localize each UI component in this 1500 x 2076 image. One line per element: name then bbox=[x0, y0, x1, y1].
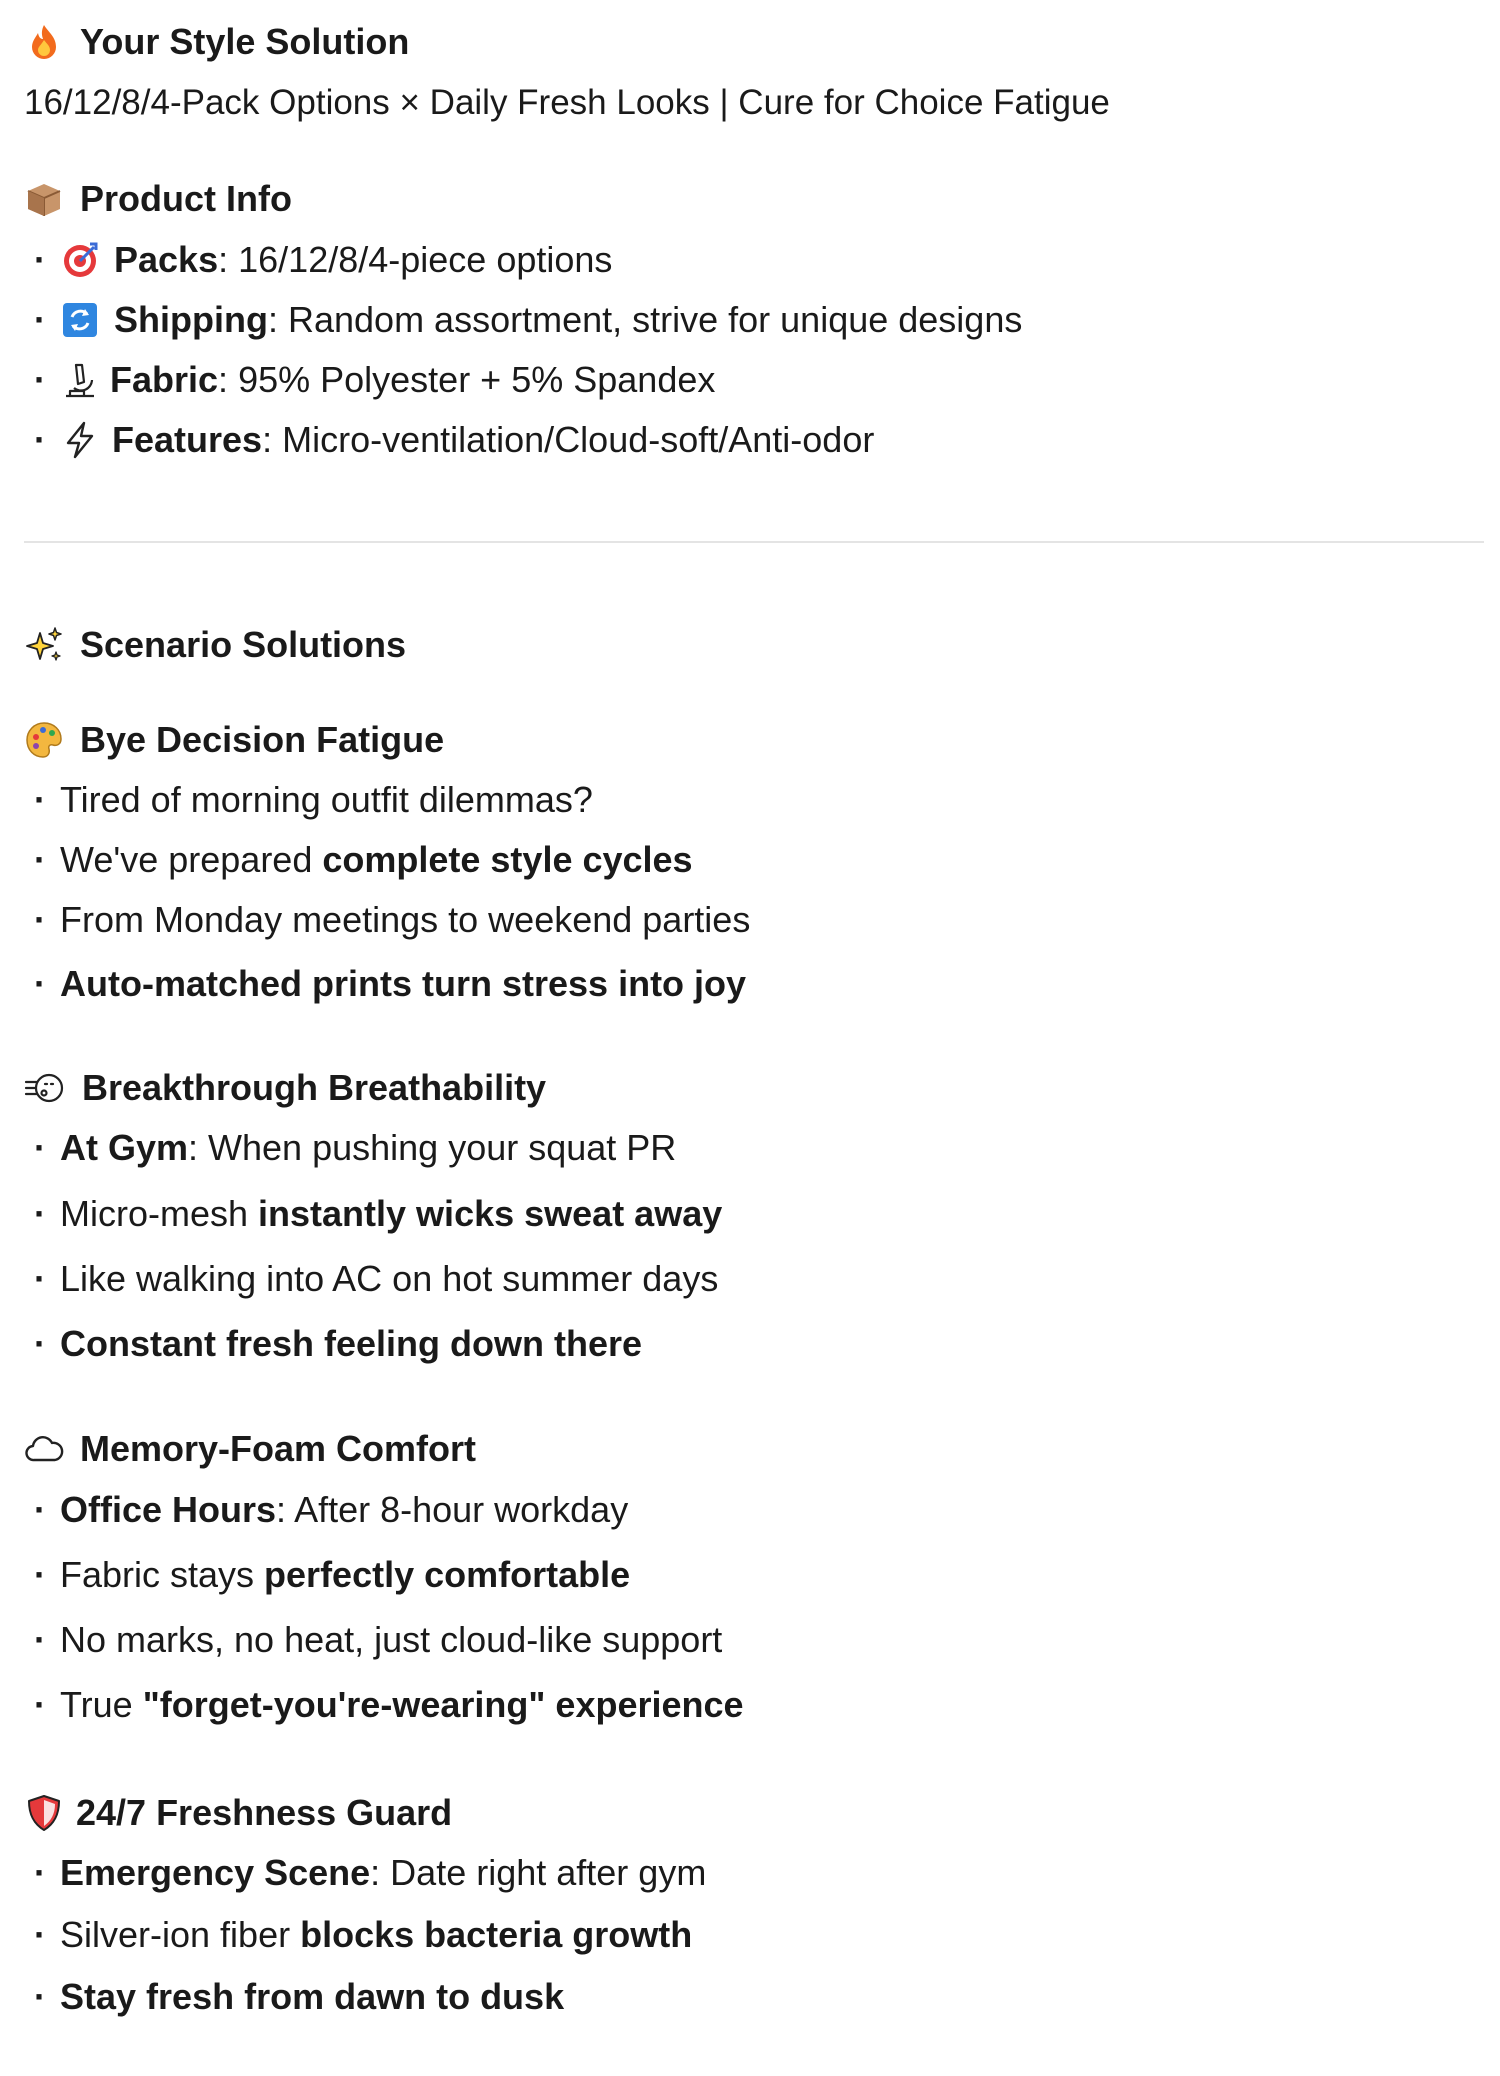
breath-item-1-label: At Gym bbox=[60, 1127, 189, 1168]
breath-item-3 bbox=[34, 1258, 719, 1299]
style-solution-heading bbox=[24, 22, 409, 62]
bullet: · bbox=[34, 779, 46, 820]
style-solution-subtitle: 16/12/8/4-Pack Options × Daily Fresh Looks | Cure for Choice Fatigue bbox=[24, 83, 1110, 122]
comfort-item-4-emphasis: "forget-you're-wearing" experience bbox=[142, 1684, 744, 1725]
bullet: · bbox=[34, 239, 46, 280]
breath-item-1 bbox=[34, 1127, 677, 1168]
style-solution-title: Your Style Solution bbox=[80, 21, 410, 62]
bullet: · bbox=[34, 1914, 46, 1955]
refresh-icon bbox=[60, 300, 100, 340]
comfort-heading bbox=[24, 1429, 476, 1469]
freshness-guard-title: 24/7 Freshness Guard bbox=[76, 1792, 453, 1833]
fire-icon bbox=[24, 22, 64, 62]
decision-item-3 bbox=[34, 899, 751, 940]
comfort-item-4-text: True bbox=[60, 1684, 143, 1725]
decision-item-4-text: Auto-matched prints turn stress into joy bbox=[60, 963, 747, 1004]
bullet: · bbox=[34, 1127, 46, 1168]
comfort-item-1-text: : After 8-hour workday bbox=[276, 1489, 629, 1530]
bullet: · bbox=[34, 1976, 46, 2017]
packs-sep: : bbox=[218, 239, 229, 280]
scenario-solutions-title: Scenario Solutions bbox=[80, 624, 407, 665]
product-info-heading bbox=[24, 179, 292, 219]
bullet: · bbox=[34, 1852, 46, 1893]
lightning-icon bbox=[60, 420, 100, 460]
decision-item-2 bbox=[34, 839, 693, 880]
bullet: · bbox=[34, 1619, 46, 1660]
product-info-item-shipping bbox=[34, 300, 1022, 340]
fresh-item-1-text: : Date right after gym bbox=[370, 1852, 707, 1893]
breath-item-1-text: : When pushing your squat PR bbox=[188, 1127, 677, 1168]
product-info-title: Product Info bbox=[80, 178, 292, 219]
product-info-item-fabric bbox=[34, 360, 715, 400]
shipping-label: Shipping bbox=[114, 299, 268, 340]
comfort-item-2 bbox=[34, 1554, 631, 1595]
fabric-label: Fabric bbox=[110, 359, 219, 400]
decision-item-1-text: Tired of morning outfit dilemmas? bbox=[60, 779, 593, 820]
breath-item-3-text: Like walking into AC on hot summer days bbox=[60, 1258, 719, 1299]
decision-item-4 bbox=[34, 963, 747, 1004]
fresh-item-1-label: Emergency Scene bbox=[60, 1852, 371, 1893]
wind-face-icon bbox=[24, 1068, 64, 1108]
breathability-heading bbox=[24, 1068, 546, 1108]
fresh-item-1 bbox=[34, 1852, 707, 1893]
bullet: · bbox=[34, 839, 46, 880]
decision-fatigue-heading bbox=[24, 720, 444, 760]
comfort-item-1-label: Office Hours bbox=[60, 1489, 277, 1530]
bullet: · bbox=[34, 963, 46, 1004]
fresh-item-2-text: Silver-ion fiber bbox=[60, 1914, 301, 1955]
breath-item-2-text: Micro-mesh bbox=[60, 1193, 259, 1234]
comfort-title: Memory-Foam Comfort bbox=[80, 1428, 477, 1469]
bullet: · bbox=[34, 1489, 46, 1530]
packs-value: 16/12/8/4-piece options bbox=[228, 239, 613, 280]
fresh-item-3 bbox=[34, 1976, 565, 2017]
comfort-item-2-text: Fabric stays bbox=[60, 1554, 265, 1595]
sparkles-icon bbox=[24, 625, 64, 665]
product-info-item-packs bbox=[34, 240, 612, 280]
package-icon bbox=[24, 179, 64, 219]
decision-item-1 bbox=[34, 779, 593, 820]
bullet: · bbox=[34, 1323, 46, 1364]
comfort-item-3-text: No marks, no heat, just cloud-like support bbox=[60, 1619, 723, 1660]
features-sep: : bbox=[262, 419, 273, 460]
breath-item-4-text: Constant fresh feeling down there bbox=[60, 1323, 643, 1364]
shield-icon bbox=[24, 1793, 64, 1833]
product-info-item-features bbox=[34, 420, 874, 460]
fabric-sep: : bbox=[218, 359, 229, 400]
breath-item-2-emphasis: instantly wicks sweat away bbox=[258, 1193, 723, 1234]
fresh-item-2-emphasis: blocks bacteria growth bbox=[300, 1914, 693, 1955]
bullet: · bbox=[34, 1684, 46, 1725]
target-icon bbox=[60, 240, 100, 280]
palette-icon bbox=[24, 720, 64, 760]
bullet: · bbox=[34, 299, 46, 340]
decision-item-2-emphasis: complete style cycles bbox=[322, 839, 693, 880]
breath-item-2 bbox=[34, 1193, 723, 1234]
decision-item-3-text: From Monday meetings to weekend parties bbox=[60, 899, 751, 940]
bullet: · bbox=[34, 899, 46, 940]
features-value: Micro-ventilation/Cloud-soft/Anti-odor bbox=[272, 419, 875, 460]
comfort-item-1 bbox=[34, 1489, 629, 1530]
bullet: · bbox=[34, 419, 46, 460]
comfort-item-2-emphasis: perfectly comfortable bbox=[264, 1554, 631, 1595]
bullet: · bbox=[34, 359, 46, 400]
bullet: · bbox=[34, 1554, 46, 1595]
shipping-sep: : bbox=[267, 299, 278, 340]
fresh-item-3-text: Stay fresh from dawn to dusk bbox=[60, 1976, 565, 2017]
bullet: · bbox=[34, 1193, 46, 1234]
bullet: · bbox=[34, 1258, 46, 1299]
features-label: Features bbox=[112, 419, 263, 460]
breathability-title: Breakthrough Breathability bbox=[82, 1067, 547, 1108]
scenario-solutions-heading bbox=[24, 625, 406, 665]
fresh-item-2 bbox=[34, 1914, 693, 1955]
microscope-icon bbox=[60, 360, 100, 400]
comfort-item-3 bbox=[34, 1619, 723, 1660]
comfort-item-4 bbox=[34, 1684, 744, 1725]
freshness-guard-heading bbox=[24, 1793, 452, 1833]
cloud-icon bbox=[24, 1429, 64, 1469]
shipping-value: Random assortment, strive for unique designs bbox=[277, 299, 1023, 340]
breath-item-4 bbox=[34, 1323, 643, 1364]
section-divider bbox=[24, 541, 1484, 543]
packs-label: Packs bbox=[114, 239, 219, 280]
decision-item-2-text: We've prepared bbox=[60, 839, 323, 880]
fabric-value: 95% Polyester + 5% Spandex bbox=[228, 359, 716, 400]
decision-fatigue-title: Bye Decision Fatigue bbox=[80, 719, 445, 760]
